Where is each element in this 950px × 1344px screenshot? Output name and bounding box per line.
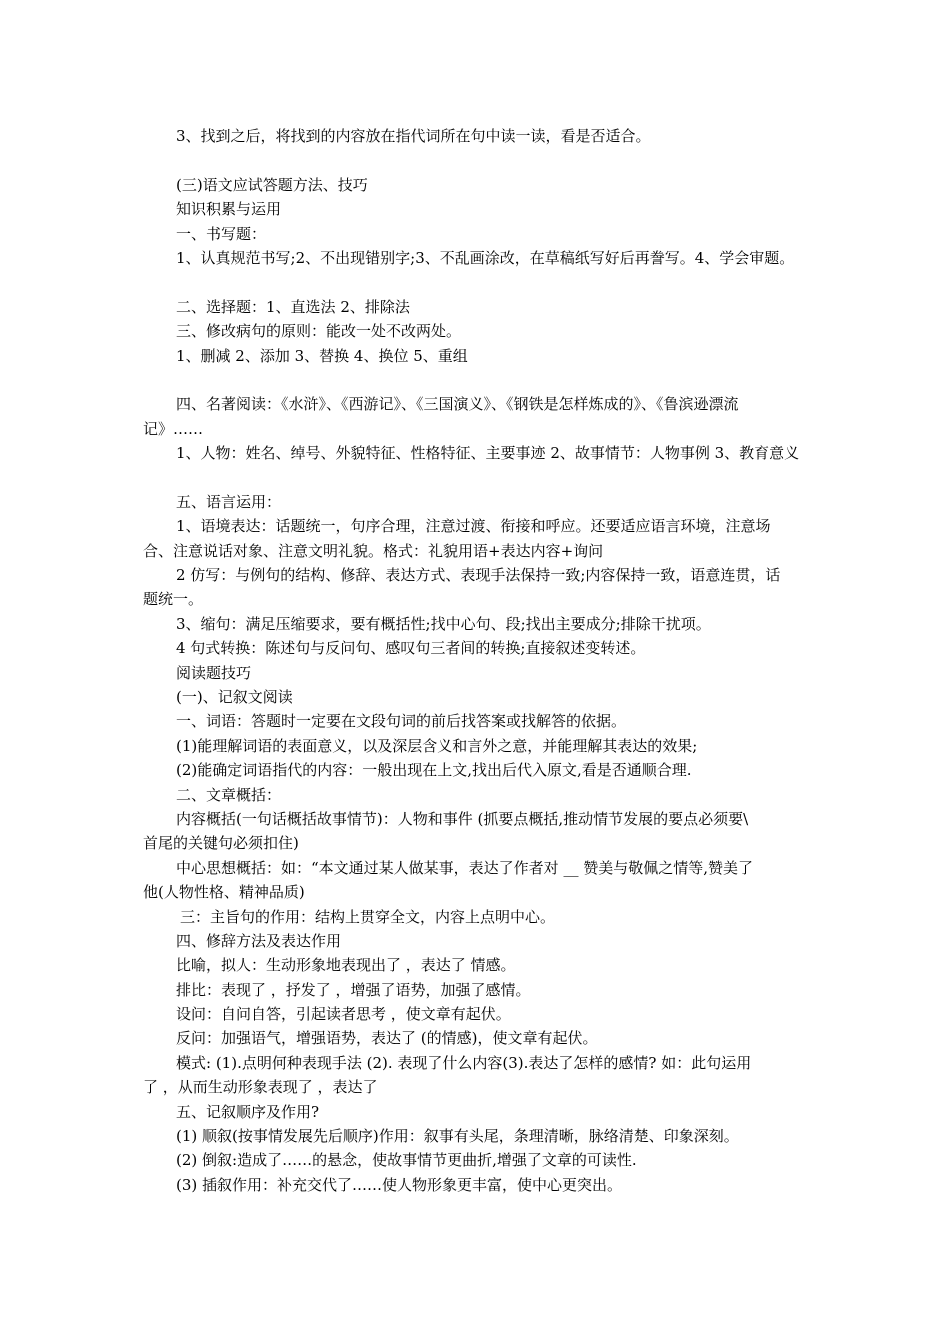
text-line: 内容概括(一句话概括故事情节)：人物和事件 (抓要点概括,推动情节发展的要点必须要\ — [176, 809, 749, 828]
text-line: 设问：自问自答，引起读者思考 ，使文章有起伏。 — [176, 1005, 511, 1024]
text-line: 四、修辞方法及表达作用 — [176, 931, 342, 950]
text-line: 他(人物性格、精神品质) — [143, 883, 305, 902]
text-line: 了 ，从而生动形象表现了 ，表达了 — [143, 1078, 378, 1097]
text-line: 模式: (1).点明何种表现手法 (2). 表现了什么内容(3).表达了怎样的感情? 如：此句运用 — [176, 1053, 752, 1072]
text-line: 比喻，拟人：生动形象地表现出了 ，表达了 情感。 — [176, 956, 516, 975]
text-line: 五、语言运用： — [176, 492, 282, 511]
text-line: 五、记叙顺序及作用? — [176, 1102, 320, 1121]
text-line: 首尾的关键句必须扣住) — [143, 834, 299, 853]
text-line: 二、选择题：1、直选法 2、排除法 — [176, 297, 410, 316]
blank-line — [143, 148, 813, 172]
text-line: 3、找到之后，将找到的内容放在指代词所在句中读一读，看是否适合。 — [176, 127, 651, 145]
text-line: 题统一。 — [143, 590, 204, 609]
document-body — [143, 124, 813, 1197]
text-line: 一、词语：答题时一定要在文段句词的前后找答案或找解答的依据。 — [176, 712, 627, 731]
text-line: (2)能确定词语指代的内容：一般出现在上文,找出后代入原文,看是否通顺合理. — [176, 761, 692, 780]
blank-line — [143, 368, 813, 392]
text-line: 反问：加强语气，增强语势，表达了 (的情感)，使文章有起伏。 — [176, 1029, 598, 1048]
section-heading: (三)语文应试答题方法、技巧 — [176, 175, 368, 194]
text-line: 1、人物：姓名、绰号、外貌特征、性格特征、主要事迹 2、故事情节：人物事例 3、教育意义 — [176, 444, 800, 463]
text-line: 1、认真规范书写;2、不出现错别字;3、不乱画涂改，在草稿纸写好后再誊写。4、学会审题。 — [176, 248, 795, 267]
text-line: 排比：表现了 ，抒发了 ，增强了语势，加强了感情。 — [176, 980, 531, 999]
text-line: 1、删减 2、添加 3、替换 4、换位 5、重组 — [176, 346, 468, 365]
text-line: 2 仿写：与例句的结构、修辞、表达方式、表现手法保持一致;内容保持一致，语意连贯，话 — [176, 566, 781, 585]
section-heading: 阅读题技巧 — [176, 663, 252, 682]
text-line: (1)能理解词语的表面意义，以及深层含义和言外之意，并能理解其表达的效果; — [176, 736, 698, 755]
text-line: 3、缩句：满足压缩要求，要有概括性;找中心句、段;找出主要成分;排除干扰项。 — [176, 614, 711, 633]
text-line: (2) 倒叙:造成了……的悬念，使故事情节更曲折,增强了文章的可读性. — [176, 1151, 637, 1170]
text-line: 四、名著阅读：《水浒》、《西游记》、《三国演义》、《钢铁是怎样炼成的》、《鲁滨逊漂流 — [176, 395, 739, 414]
section-heading: (一)、记叙文阅读 — [176, 687, 293, 706]
text-line: 二、文章概括： — [176, 785, 282, 804]
text-line: 一、书写题： — [176, 224, 267, 243]
blank-line — [143, 465, 813, 489]
text-line: 三、修改病句的原则：能改一处不改两处。 — [176, 322, 462, 341]
text-line: 记》…… — [143, 419, 204, 438]
section-heading: 知识积累与运用 — [176, 200, 282, 219]
text-line: 三：主旨句的作用：结构上贯穿全文，内容上点明中心。 — [180, 907, 556, 926]
text-line: 4 句式转换：陈述句与反问句、感叹句三者间的转换;直接叙述变转述。 — [176, 639, 646, 658]
blank-line — [143, 270, 813, 294]
text-line: (1) 顺叙(按事情发展先后顺序)作用：叙事有头尾，条理清晰，脉络清楚、印象深刻。 — [176, 1127, 739, 1146]
text-line: (3) 插叙作用：补充交代了……使人物形象更丰富，使中心更突出。 — [176, 1175, 623, 1194]
text-line: 合、注意说话对象、注意文明礼貌。格式：礼貌用语+表达内容+询问 — [143, 541, 604, 560]
text-line: 1、语境表达：话题统一，句序合理，注意过渡、衔接和呼应。还要适应语言环境，注意场 — [176, 517, 771, 536]
text-line: 中心思想概括：如：“本文通过某人做某事，表达了作者对 __ 赞美与敬佩之情等,赞美了 — [176, 858, 753, 877]
